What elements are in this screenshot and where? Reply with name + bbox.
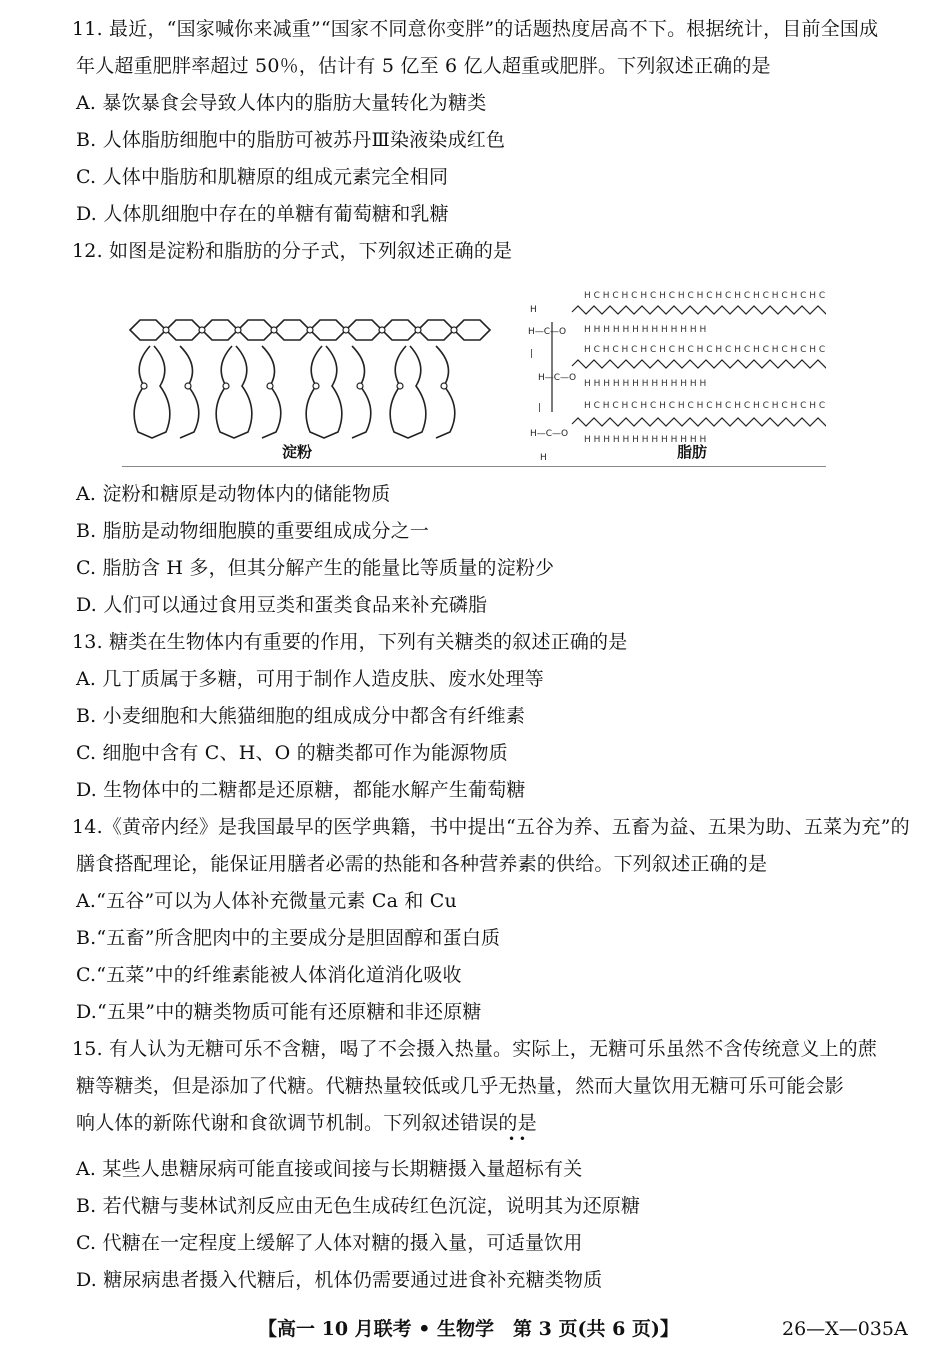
q13-option-a: A. 几丁质属于多糖，可用于制作人造皮肤、废水处理等 [76, 668, 545, 690]
q15-option-c: C. 代糖在一定程度上缓解了人体对糖的摄入量，可适量饮用 [76, 1232, 583, 1254]
q11-option-d: D. 人体肌细胞中存在的单糖有葡萄糖和乳糖 [76, 203, 449, 225]
q13-option-b: B. 小麦细胞和大熊猫细胞的组成成分中都含有纤维素 [76, 705, 526, 727]
q12-option-a: A. 淀粉和糖原是动物体内的储能物质 [76, 483, 391, 505]
q11-stem-line-2: 年人超重肥胖率超过 50％，估计有 5 亿至 6 亿人超重或肥胖。下列叙述正确的是 [76, 55, 771, 77]
q14-stem-line-1: 14.《黄帝内经》是我国最早的医学典籍，书中提出“五谷为养、五畜为益、五果为助、五菜为充”的 [72, 816, 910, 838]
svg-text:H C H C H C H C H C H C H C H: H C H C H C H C H C H C H C H C H C H C H C H C H C H H [584, 401, 826, 411]
q15-stem-line-2: 糖等糖类，但是添加了代糖。代糖热量较低或几乎无热量，然而大量饮用无糖可乐可能会影 [76, 1075, 845, 1097]
svg-text:H H H H H H H H: H H H H H H H H H H H H H [584, 379, 707, 389]
q14-stem-line-2: 膳食搭配理论，能保证用膳者必需的热能和各种营养素的供给。下列叙述正确的是 [76, 853, 768, 875]
q11-option-c: C. 人体中脂肪和肌糖原的组成元素完全相同 [76, 166, 449, 188]
q12-option-b: B. 脂肪是动物细胞膜的重要组成成分之一 [76, 520, 430, 542]
fat-structure-diagram [528, 291, 826, 463]
q15-option-a: A. 某些人患糖尿病可能直接或间接与长期糖摄入量超标有关 [76, 1158, 583, 1180]
q11-option-a: A. 暴饮暴食会导致人体内的脂肪大量转化为糖类 [76, 92, 487, 114]
q14-option-b: B.“五畜”所含肥肉中的主要成分是胆固醇和蛋白质 [76, 927, 501, 949]
q14-option-c: C.“五菜”中的纤维素能被人体消化道消化吸收 [76, 964, 462, 986]
emphasis-dots: • • [508, 1132, 526, 1146]
q13-stem: 13. 糖类在生物体内有重要的作用，下列有关糖类的叙述正确的是 [72, 631, 628, 653]
q13-option-c: C. 细胞中含有 C、H、O 的糖类都可作为能源物质 [76, 742, 508, 764]
svg-text:H—C—O: H—C—O [528, 327, 567, 337]
starch-label: 淀粉 [282, 443, 313, 461]
q11-option-b: B. 人体脂肪细胞中的脂肪可被苏丹Ⅲ染液染成红色 [76, 129, 506, 151]
page-footer-code: 26—X—035A [782, 1318, 908, 1340]
svg-text:H C H C H C H C H C H C H C H: H C H C H C H C H C H C H C H C H C H C H C H C H C H H [584, 291, 826, 301]
q13-option-d: D. 生物体中的二糖都是还原糖，都能水解产生葡萄糖 [76, 779, 526, 801]
svg-text:H—C—O: H—C—O [538, 373, 577, 383]
svg-text:H: H [530, 305, 537, 315]
q15-stem-line-1: 15. 有人认为无糖可乐不含糖，喝了不会摄入热量。实际上，无糖可乐虽然不含传统意义上的蔗 [72, 1038, 878, 1060]
q14-option-a: A.“五谷”可以为人体补充微量元素 Ca 和 Cu [76, 890, 457, 912]
q15-option-b: B. 若代糖与斐林试剂反应由无色生成砖红色沉淀，说明其为还原糖 [76, 1195, 641, 1217]
svg-text:|: | [530, 349, 534, 359]
molecule-figure [122, 284, 826, 467]
svg-text:H: H [540, 453, 547, 463]
q12-option-c: C. 脂肪含 H 多，但其分解产生的能量比等质量的淀粉少 [76, 557, 555, 579]
q15-option-d: D. 糖尿病患者摄入代糖后，机体仍需要通过进食补充糖类物质 [76, 1269, 603, 1291]
svg-text:|: | [538, 403, 542, 413]
q14-option-d: D.“五果”中的糖类物质可能有还原糖和非还原糖 [76, 1001, 482, 1023]
svg-text:H—C—O: H—C—O [530, 429, 569, 439]
q12-stem: 12. 如图是淀粉和脂肪的分子式，下列叙述正确的是 [72, 240, 513, 262]
q15-stem-line-3: 响人体的新陈代谢和食欲调节机制。下列叙述错误的是 [76, 1112, 537, 1134]
fat-label: 脂肪 [677, 443, 708, 461]
page-footer-title: 【高一 10 月联考 • 生物学 第 3 页(共 6 页)】 [258, 1318, 679, 1340]
q11-stem-line-1: 11. 最近，“国家喊你来减重”“国家不同意你变胖”的话题热度居高不下。根据统计，目前全国成 [72, 18, 879, 40]
starch-structure-diagram [122, 284, 826, 466]
svg-text:H H H H H H H H: H H H H H H H H H H H H H [584, 435, 707, 445]
svg-text:H C H C H C H C H C H C H C H: H C H C H C H C H C H C H C H C H C H C H C H C H C H H [584, 345, 826, 355]
svg-text:H H H H H H H H: H H H H H H H H H H H H H [584, 325, 707, 335]
q12-option-d: D. 人们可以通过食用豆类和蛋类食品来补充磷脂 [76, 594, 488, 616]
